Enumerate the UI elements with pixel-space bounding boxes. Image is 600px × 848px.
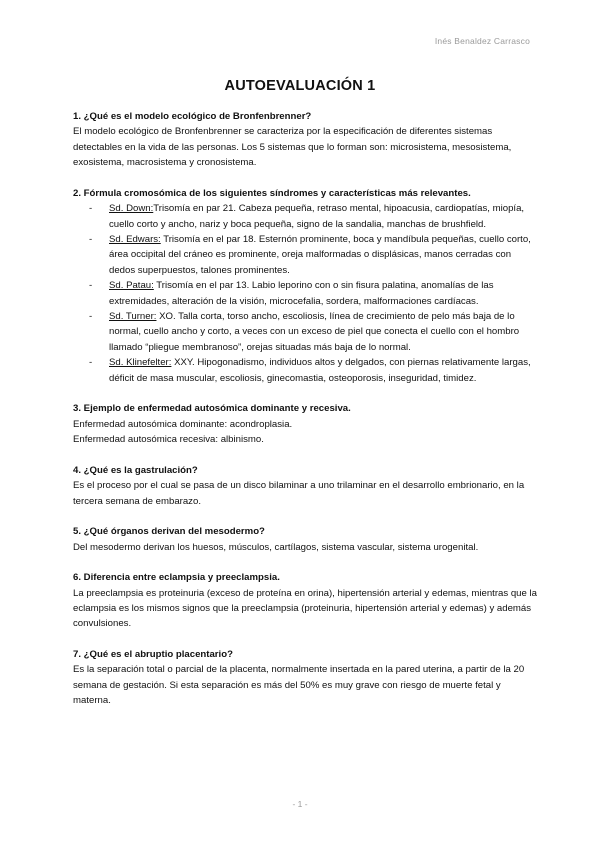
list-item [73, 309, 538, 355]
syndrome-label: Sd. Down: [109, 203, 154, 215]
syndrome-text: Trisomía en el par 18. Esternón prominente, boca y mandíbula pequeñas, cuello corto, área occipital del cráneo es prominente, oreja malformadas o displásicas, manos cerradas con dedos superpuestos, talones prominentes. [109, 234, 531, 276]
question-7: 7. ¿Qué es el abruptio placentario? [73, 648, 233, 660]
syndrome-label: Sd. Edwars: [109, 234, 161, 246]
question-6: 6. Diferencia entre eclampsia y preeclampsia. [73, 572, 280, 584]
syndrome-label: Sd. Klinefelter: [109, 357, 172, 369]
answer-6: La preeclampsia es proteinuria (exceso de proteína en orina), hipertensión arterial y edemas, mientras que la eclampsia es los mismos signos que la preeclampsia (proteinuria, hipertensión arterial y edemas) y además convulsiones. [73, 587, 537, 630]
document-body [73, 109, 538, 709]
list-dash: - [89, 357, 93, 369]
question-1: 1. ¿Qué es el modelo ecológico de Bronfenbrenner? [73, 111, 312, 122]
answer-3-line-1: Enfermedad autosómica dominante: acondroplasia. [73, 418, 293, 430]
answer-4: Es el proceso por el cual se pasa de un disco bilaminar a uno trilaminar en el desarrollo embrionario, en la tercera semana de embarazo. [73, 480, 525, 507]
answer-7: Es la separación total o parcial de la placenta, normalmente insertada en la pared uterina, a partir de la 20 semana de gestación. Si esta separación es más del 50% es muy grave con riesgo de muerte fetal y materna. [73, 664, 525, 707]
question-4: 4. ¿Qué es la gastrulación? [73, 464, 198, 476]
syndrome-label: Sd. Patau: [109, 280, 154, 292]
syndrome-list [73, 201, 538, 386]
list-dash: - [89, 311, 93, 323]
list-dash: - [89, 280, 93, 292]
list-dash: - [89, 203, 93, 215]
author-header: Inés Benaldez Carrasco [434, 36, 530, 46]
question-3: 3. Ejemplo de enfermedad autosómica dominante y recesiva. [73, 403, 351, 415]
answer-3-line-2: Enfermedad autosómica recesiva: albinismo. [73, 434, 264, 446]
question-5: 5. ¿Qué órganos derivan del mesodermo? [73, 526, 265, 538]
answer-1: El modelo ecológico de Bronfenbrenner se caracteriza por la especificación de diferentes sistemas detectables en la vida de las personas. Los 5 sistemas que lo forman son: microsistema, mesosistema, exosistema, macrosistema y cronosistema. [73, 126, 512, 169]
syndrome-label: Sd. Turner: [109, 311, 157, 323]
syndrome-text: Trisomía en el par 13. Labio leporino con o sin fisura palatina, anomalías de las extremidades, alteración de la visión, microcefalia, sordera, malformaciones cardíacas. [109, 280, 494, 307]
page-title: AUTOEVALUACIÓN 1 [224, 78, 376, 94]
syndrome-text: Trisomía en par 21. Cabeza pequeña, retraso mental, hipoacusia, cardiopatías, miopía, cuello corto y ancho, nariz y boca pequeña, signo de la sandalia, manchas de brushfield. [109, 203, 525, 230]
syndrome-text: XXY. Hipogonadismo, individuos altos y delgados, con piernas relativamente largas, déficit de masa muscular, escoliosis, ginecomastia, osteoporosis, inseguridad, timidez. [109, 357, 531, 384]
list-item [73, 232, 538, 278]
page-number: - 1 - [292, 799, 308, 809]
list-dash: - [89, 234, 93, 246]
answer-5: Del mesodermo derivan los huesos, músculos, cartílagos, sistema vascular, sistema urogenital. [73, 541, 479, 553]
question-2: 2. Fórmula cromosómica de los siguientes síndromes y características más relevantes. [73, 187, 471, 199]
list-item [73, 355, 538, 386]
list-item [73, 278, 538, 309]
syndrome-text: XO. Talla corta, torso ancho, escoliosis, línea de crecimiento de pelo más baja de lo normal, cuello ancho y corto, a veces con un exceso de piel que conecta el cuello con el hombro llamado “pliegue membranoso”, orejas situadas más baja de lo normal. [109, 311, 520, 353]
list-item [73, 201, 538, 232]
